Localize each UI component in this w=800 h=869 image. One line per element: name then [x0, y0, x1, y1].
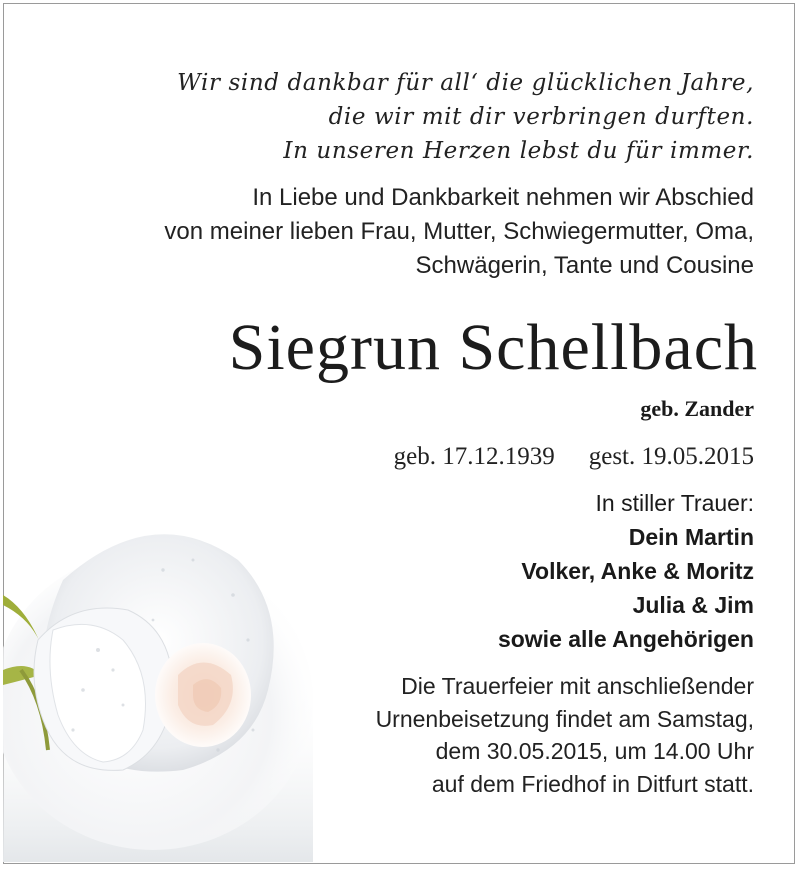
- farewell-intro: [164, 181, 754, 283]
- funeral-line: Die Trauerfeier mit anschließender: [401, 673, 754, 699]
- funeral-line: Urnenbeisetzung findet am Samstag,: [375, 705, 754, 732]
- poem-line: In unseren Herzen lebst du für immer.: [283, 138, 754, 164]
- deceased-name: Siegrun Schellbach: [228, 311, 758, 384]
- mourners-list: [498, 486, 754, 656]
- life-dates: [394, 440, 754, 474]
- mourners-label: In stiller Trauer:: [595, 490, 754, 516]
- poem-line: Wir sind dankbar für all‘ die glücklichen Jahre,: [177, 70, 754, 96]
- mourner-entry: sowie alle Angehörigen: [497, 626, 754, 652]
- death-date: gest. 19.05.2015: [588, 443, 754, 470]
- funeral-line: auf dem Friedhof in Ditfurt statt.: [431, 770, 754, 797]
- funeral-line: dem 30.05.2015, um 14.00 Uhr: [435, 738, 754, 764]
- mourner-entry: Julia & Jim: [632, 592, 754, 618]
- intro-line: von meiner lieben Frau, Mutter, Schwiegermutter, Oma,: [164, 218, 754, 245]
- white-rose-image: [3, 500, 313, 862]
- intro-line: Schwägerin, Tante und Cousine: [415, 252, 754, 279]
- birth-date: geb. 17.12.1939: [393, 443, 555, 470]
- mourner-entry: Volker, Anke & Moritz: [521, 558, 754, 584]
- memorial-poem: [177, 66, 754, 168]
- mourner-entry: Dein Martin: [628, 524, 754, 550]
- intro-line: In Liebe und Dankbarkeit nehmen wir Abschied: [252, 184, 754, 211]
- maiden-name: geb. Zander: [640, 396, 754, 421]
- poem-line: die wir mit dir verbringen durften.: [328, 104, 754, 130]
- funeral-info: [376, 670, 754, 800]
